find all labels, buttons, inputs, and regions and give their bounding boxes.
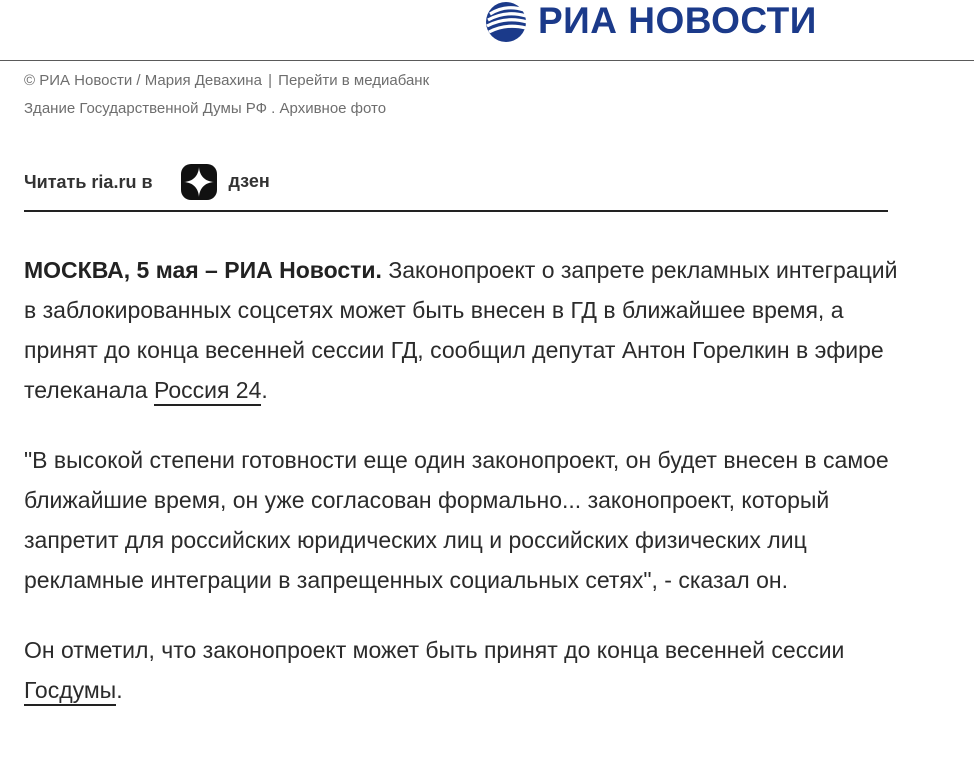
photo-credit: © РИА Новости / Мария Девахина	[24, 72, 262, 89]
dzen-icon	[181, 164, 217, 200]
site-header	[0, 0, 974, 61]
russia24-link[interactable]: Россия 24	[154, 377, 261, 406]
article-p1-end: .	[261, 377, 268, 403]
article-paragraph-1	[24, 250, 904, 410]
article-paragraph-3	[24, 630, 904, 710]
article-body	[24, 250, 904, 740]
article-p3-text: Он отметил, что законопроект может быть принят до конца весенней сессии	[24, 637, 845, 663]
read-in-dzen-bar	[24, 163, 888, 212]
dzen-label: дзен	[228, 171, 270, 191]
ria-logo-icon	[484, 0, 528, 42]
site-logo[interactable]	[484, 0, 817, 42]
article-p3-end: .	[116, 677, 123, 703]
article-dateline: МОСКВА, 5 мая – РИА Новости.	[24, 257, 382, 283]
photo-caption: Здание Государственной Думы РФ . Архивное фото	[24, 100, 387, 117]
mediabank-link[interactable]: Перейти в медиабанк	[278, 72, 430, 89]
gosduma-link[interactable]: Госдумы	[24, 677, 116, 706]
site-logo-text: РИА НОВОСТИ	[538, 0, 817, 41]
article-paragraph-2: "В высокой степени готовности еще один законопроект, он будет внесен в самое ближайшие время, он уже согласован формально... законопроект, который запретит для российских юридических лиц и российских физических лиц рекламные интеграции в запрещенных социальных сетях", - сказал он.	[24, 447, 889, 593]
dzen-link[interactable]	[181, 164, 270, 200]
credit-separator: |	[268, 72, 272, 89]
read-in-label: Читать ria.ru в	[24, 171, 153, 192]
article-p1-text: Законопроект о запрете рекламных интеграций в заблокированных соцсетях может быть внесен в ГД в ближайшее время, а принят до конца весенней сессии ГД, сообщил депутат Антон Горелкин в эфире телеканала	[24, 257, 898, 403]
photo-credit-line	[24, 72, 429, 90]
